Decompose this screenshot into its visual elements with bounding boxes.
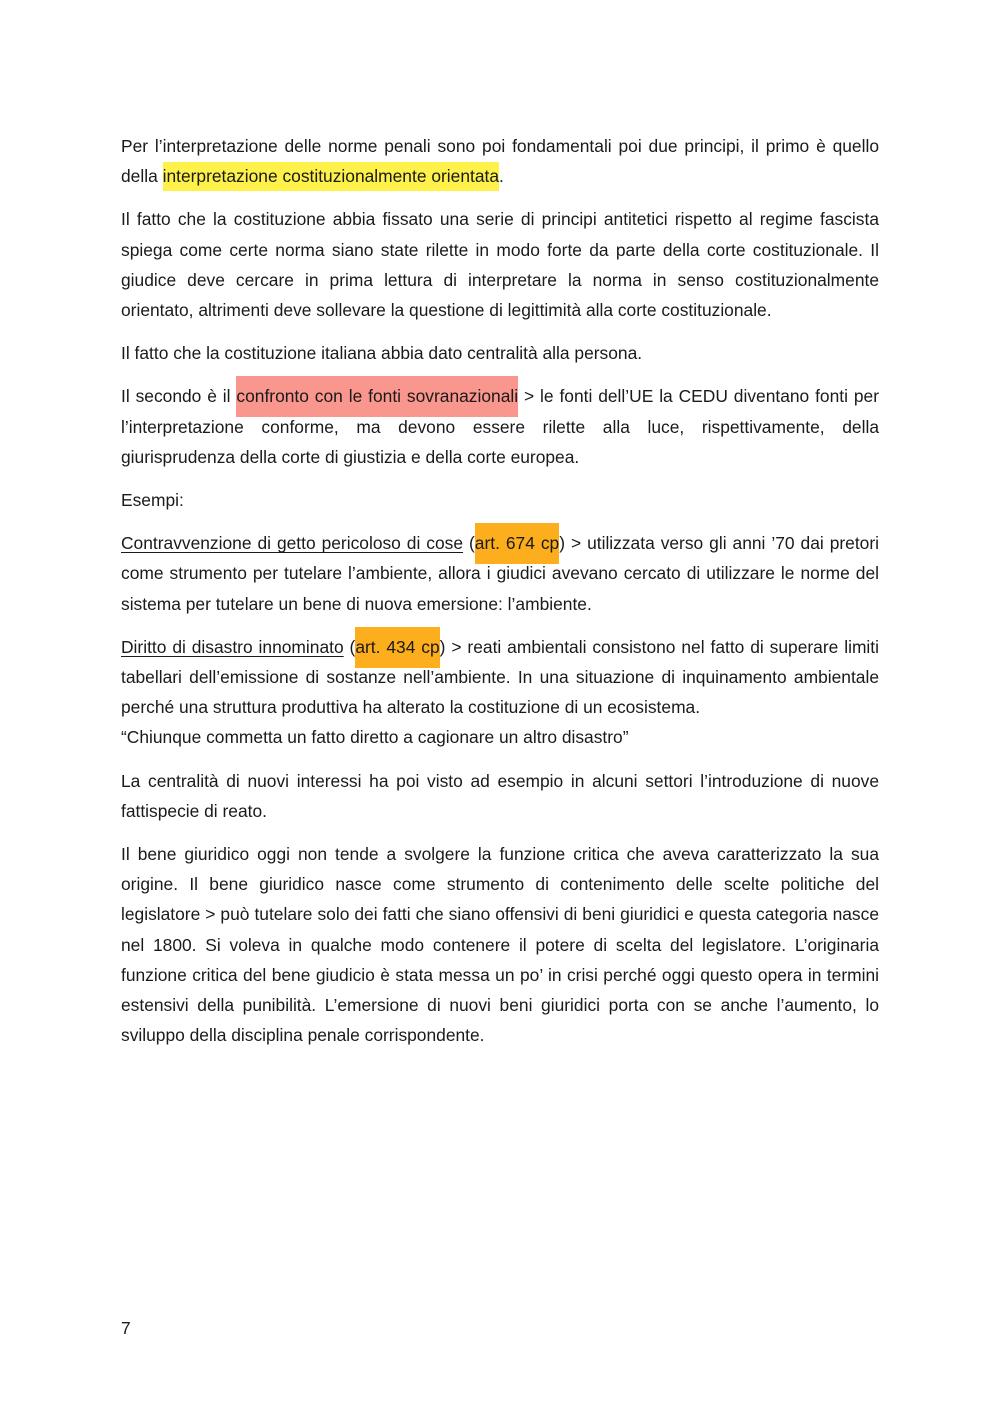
paragraph-centrality-person: Il fatto che la costituzione italiana abbia dato centralità alla persona. <box>121 343 643 364</box>
document-body <box>121 131 879 1063</box>
paragraph-text: ( <box>343 636 356 657</box>
paragraph-interpretation-principles <box>121 131 879 191</box>
paragraph-text: Il secondo è il <box>121 386 237 407</box>
paragraph-examples-heading: Esempi: <box>121 490 184 511</box>
highlight-supranational-sources: confronto con le fonti sovranazionali <box>236 376 518 417</box>
paragraph-text: ) > utilizzata verso gli anni ’70 dai pretori come strumento per tutelare l’ambiente, allora i giudici avevano cercato di utilizzare le norme del sistema per tutelare un bene di nuova emersione: l’ambiente. <box>121 533 879 614</box>
paragraph-example-434 <box>121 632 879 723</box>
paragraph-quote: “Chiunque commetta un fatto diretto a cagionare un altro disastro” <box>121 727 629 748</box>
paragraph-text: ) > reati ambientali consistono nel fatto di superare limiti tabellari dell’emissione di sostanze nell’ambiente. In una situazione di inquinamento ambientale perché una struttura produttiva ha alterato la costituzione di un ecosistema. <box>121 636 879 718</box>
highlight-article-434: art. 434 cp <box>355 627 439 668</box>
highlight-constitutional-interpretation: interpretazione costituzionalmente orientata <box>163 162 499 191</box>
paragraph-text: Per l’interpretazione delle norme penali sono poi fondamentali poi due principi, il primo è quello della <box>121 136 879 187</box>
paragraph-text: . <box>499 166 504 187</box>
paragraph-text: ( <box>463 533 475 554</box>
highlight-article-674: art. 674 cp <box>475 523 559 564</box>
example-title-underlined: Contravvenzione di getto pericoloso di cose <box>121 533 464 554</box>
example-title-underlined: Diritto di disastro innominato <box>121 636 344 657</box>
paragraph-text: > le fonti dell’UE la CEDU diventano fonti per l’interpretazione conforme, ma devono essere rilette alla luce, rispettivamente, della giurisprudenza della corte di giustizia e della corte europea. <box>121 386 879 467</box>
paragraph-new-interests: La centralità di nuovi interessi ha poi visto ad esempio in alcuni settori l’introduzione di nuove fattispecie di reato. <box>121 770 879 821</box>
paragraph-supranational-sources <box>121 381 879 472</box>
page-number: 7 <box>121 1318 131 1338</box>
paragraph-constitution-principles: Il fatto che la costituzione abbia fissato una serie di principi antitetici rispetto al regime fascista spiega come certe norma siano state rilette in modo forte da parte della corte costituzionale. Il giudice deve cercare in prima lettura di interpretare la norma in senso costituzionalmente orientato, altrimenti deve sollevare la questione di legittimità alla corte costituzionale. <box>121 209 879 321</box>
paragraph-legal-good: Il bene giuridico oggi non tende a svolgere la funzione critica che aveva caratterizzato la sua origine. Il bene giuridico nasce come strumento di contenimento delle scelte politiche del legislatore > può tutelare solo dei fatti che siano offensivi di beni giuridici e questa categoria nasce nel 1800. Si voleva in qualche modo contenere il potere di scelta del legislatore. L’originaria funzione critica del bene giudicio è stata messa un po’ in crisi perché oggi questo opera in termini estensivi della punibilità. L’emersione di nuovi beni giuridici porta con se anche l’aumento, lo sviluppo della disciplina penale corrispondente. <box>121 844 879 1046</box>
paragraph-example-674 <box>121 528 879 619</box>
